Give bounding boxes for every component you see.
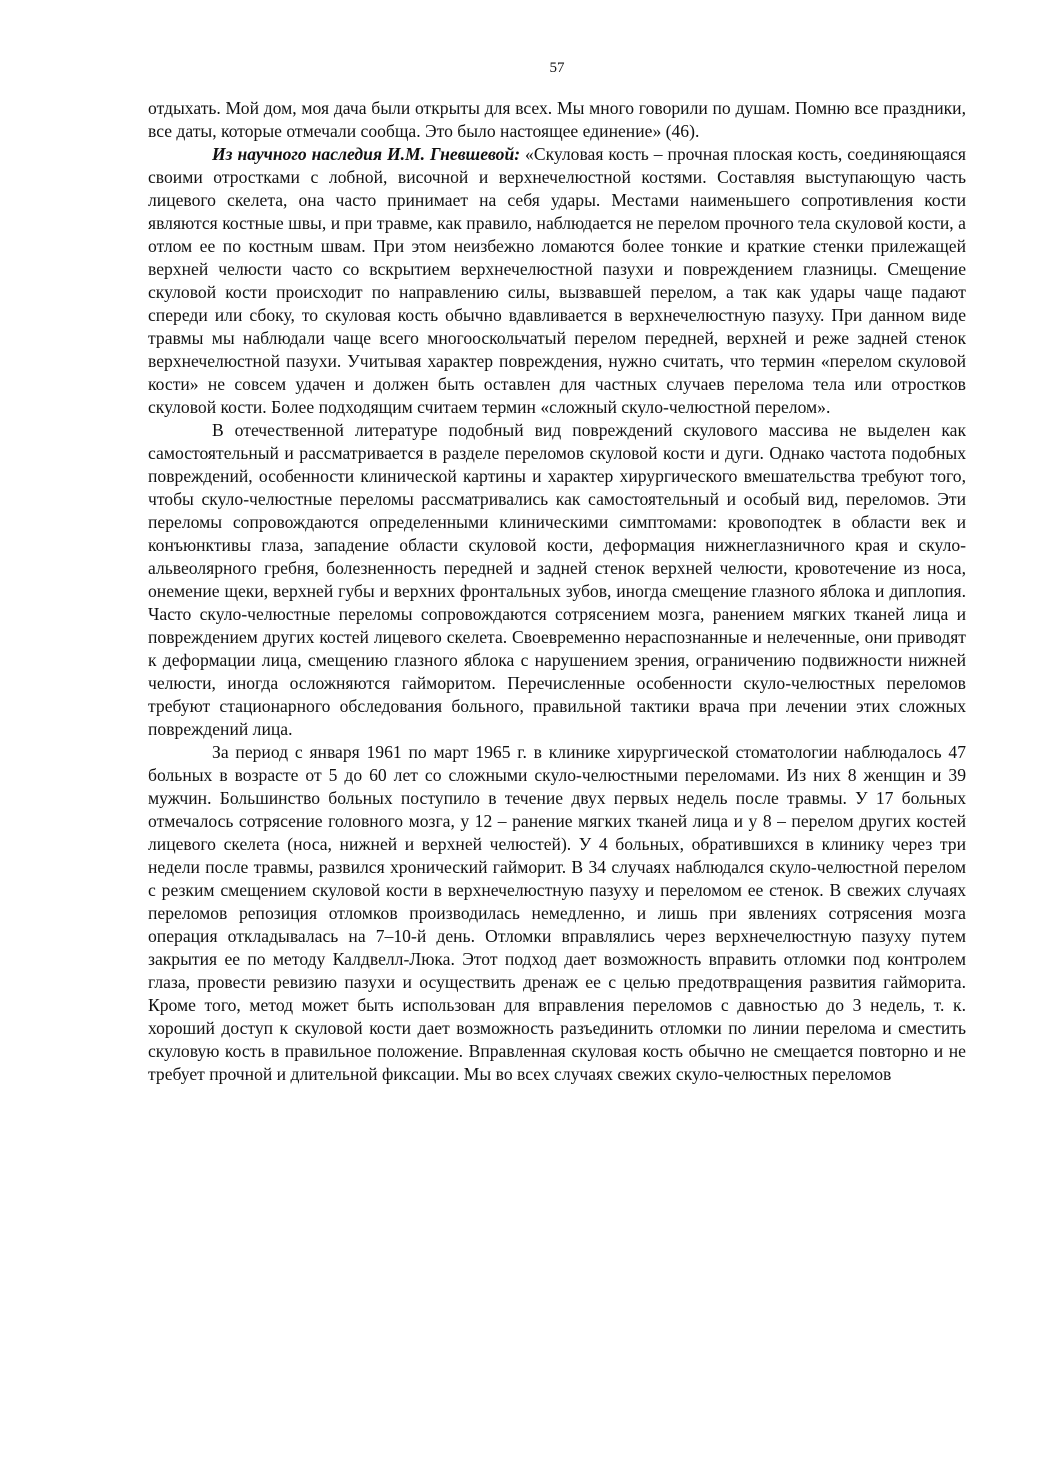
paragraph-1 (148, 97, 966, 143)
paragraph-text: За период с января 1961 по март 1965 г. в клинике хирургической стоматологии наблюдалось 47 больных в возрасте от 5 до 60 лет со сложными скуло-челюстными переломами. Из них 8 женщин и 39 мужчин. Большинство больных поступило в течение двух первых недель после травмы. У 17 больных отмечалось сотрясение головного мозга, у 12 – ранение мягких тканей лица и у 8 – перелом других костей лицевого скелета (носа, нижней и верхней челюстей). У 4 больных, обратившихся в клинику через три недели после травмы, развился хронический гайморит. В 34 случаях наблюдался скуло-челюстной перелом с резким смещением скуловой кости в верхнечелюстную пазуху и переломом ее стенок. В свежих случаях переломов репозиция отломков производилась немедленно, и лишь при явлениях сотрясения мозга операция откладывалась на 7–10-й день. Отломки вправлялись через верхнечелюстную пазуху путем закрытия ее по методу Калдвелл-Люка. Этот подход дает возможность вправить отломки под контролем глаза, провести ревизию пазухи и осуществить дренаж ее с целью предотвращения развития гайморита. Кроме того, метод может быть использован для вправления переломов с давностью до 3 недель, т. к. хороший доступ к скуловой кости дает возможность разъединить отломки по линии перелома и сместить скуловую кость в правильное положение. Вправленная скуловая кость обычно не смещается повторно и не требует прочной и длительной фиксации. Мы во всех случаях свежих скуло-челюстных переломов (148, 742, 966, 1084)
paragraph-text: «Скуловая кость – прочная плоская кость, соединяющаяся своими отростками с лобной, височной и верхнечелюстной костями. Составляя выступающую часть лицевого скелета, она часто принимает на себя удары. Местами наименьшего сопротивления кости являются костные швы, и при травме, как правило, наблюдается не перелом прочного тела скуловой кости, а отлом ее по костным швам. При этом неизбежно ломаются более тонкие и краткие стенки прилежащей верхней челюсти часто со вскрытием верхнечелюстной пазухи и повреждением глазницы. Смещение скуловой кости происходит по направлению силы, вызвавшей перелом, а так как удары чаще падают спереди или сбоку, то скуловая кость обычно вдавливается в верхнечелюстную пазуху. При данном виде травмы мы наблюдали чаще всего многооскольчатый перелом передней, верхней и реже задней стенок верхнечелюстной пазухи. Учитывая характер повреждения, нужно считать, что термин «перелом скуловой кости» не совсем удачен и должен быть оставлен для частных случаев перелома тела или отростков скуловой кости. Более подходящим считаем термин «сложный скуло-челюстной перелом». (148, 144, 966, 417)
paragraph-4 (148, 741, 966, 1086)
paragraph-text: отдыхать. Мой дом, моя дача были открыты для всех. Мы много говорили по душам. Помню все праздники, все даты, которые отмечали сообща. Это было настоящее единение» (46). (148, 98, 966, 141)
page-number: 57 (549, 60, 565, 76)
body-text (148, 97, 966, 1086)
paragraph-lead-in: Из научного наследия И.М. Гневшевой: (212, 144, 521, 164)
paragraph-text: В отечественной литературе подобный вид повреждений скулового массива не выделен как самостоятельный и рассматривается в разделе переломов скуловой кости и дуги. Однако частота подобных повреждений, особенности клинической картины и характер хирургического вмешательства требуют того, чтобы скуло-челюстные переломы рассматривались как самостоятельный и особый вид, переломов. Эти переломы сопровождаются определенными клиническими симптомами: кровоподтек в области век и конъюнктивы глаза, западение области скуловой кости, деформация нижнеглазничного края и скуло-альвеолярного гребня, болезненность передней и задней стенок верхней челюсти, кровотечение из носа, онемение щеки, верхней губы и верхних фронтальных зубов, иногда смещение глазного яблока и диплопия. Часто скуло-челюстные переломы сопровождаются сотрясением мозга, ранением мягких тканей лица и повреждением других костей лицевого скелета. Своевременно нераспознанные и нелеченные, они приводят к деформации лица, смещению глазного яблока с нарушением зрения, ограничению подвижности нижней челюсти, иногда осложняются гайморитом. Перечисленные особенности скуло-челюстных переломов требуют стационарного обследования больного, правильной тактики врача при лечении этих сложных повреждений лица. (148, 420, 966, 739)
paragraph-2 (148, 143, 966, 419)
paragraph-3 (148, 419, 966, 741)
